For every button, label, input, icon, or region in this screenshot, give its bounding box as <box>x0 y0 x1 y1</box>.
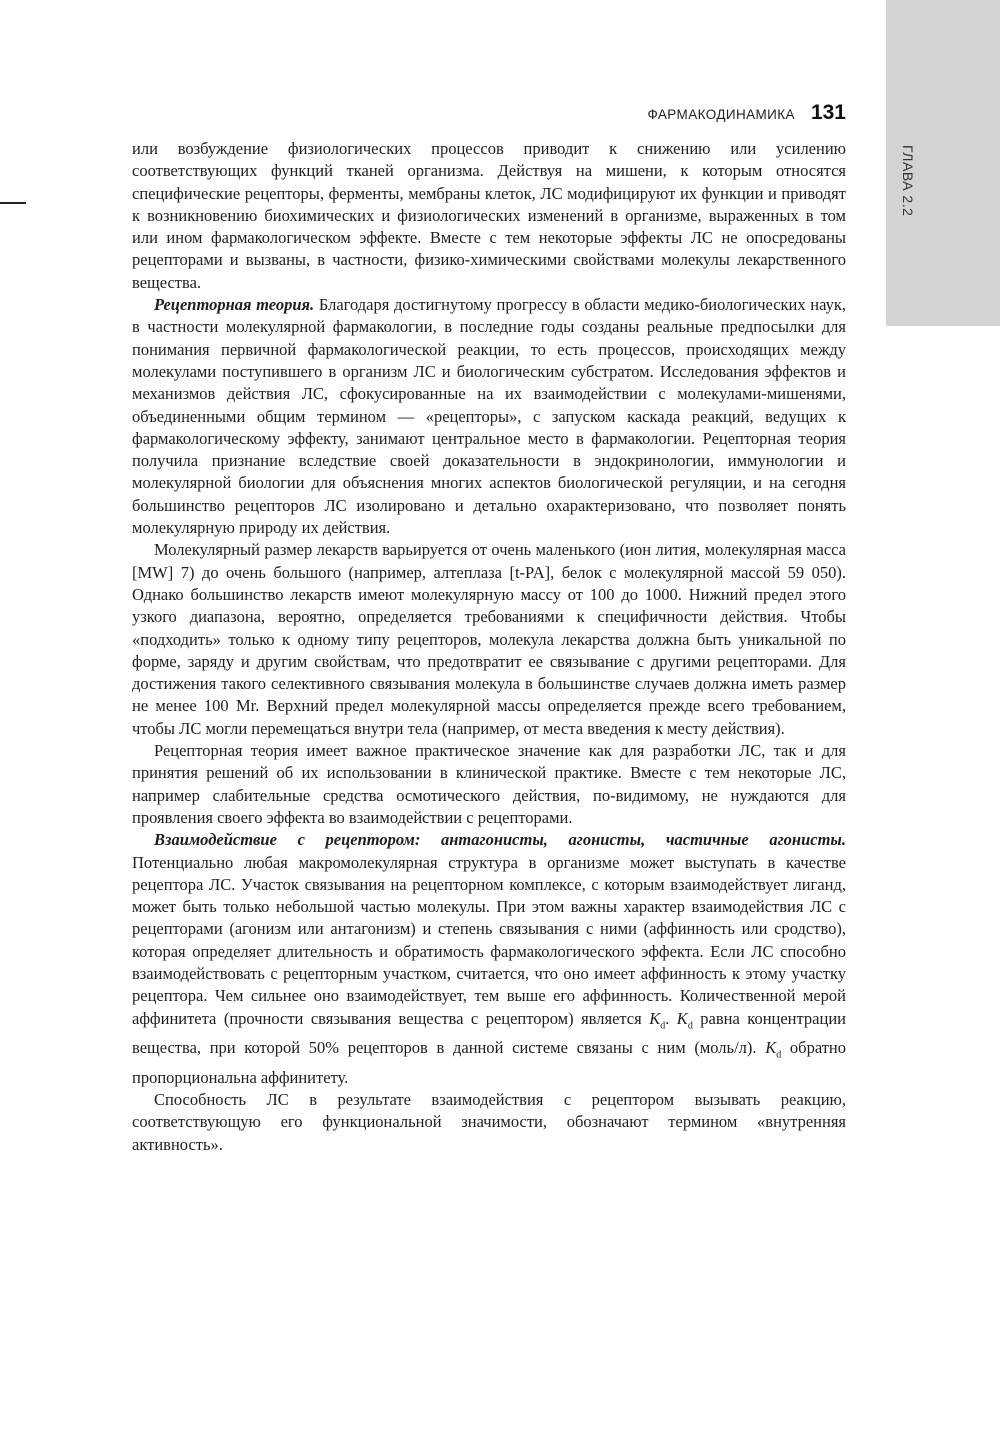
paragraph-text: Потенциально любая макромолекулярная структура в организме может выступать в качестве рецептора ЛС. Участок связывания на рецепторном комплексе, с которым взаимодействует лиганд, может быть только небольшой частью молекулы. При этом важны характер взаимодействия ЛС с рецепторами (агонизм или антагонизм) и степень связывания с ними (аффинность или сродство), которая определяет длительность и обратимость фармакологического эффекта. Если ЛС способно взаимодействовать с рецепторным участком, считается, что оно имеет аффинность к этому участку рецептора. Чем сильнее оно взаимодействует, тем выше его аффинность. Количественной мерой аффинитета (прочности связывания вещества с рецептором) является <box>132 852 846 1028</box>
paragraph-practical-value: Рецепторная теория имеет важное практическое значение как для разработки ЛС, так и для принятия решений об их использовании в клинической практике. Вместе с тем некоторые ЛС, например слабительные средства осмотического действия, по-видимому, не нуждаются для проявления своего эффекта во взаимодействии с рецепторами. <box>132 741 846 827</box>
chapter-tab-label: ГЛАВА 2.2 <box>900 145 916 217</box>
receptor-interaction-heading: Взаимодействие с рецептором: антагонисты, агонисты, частичные агонисты. <box>154 830 846 850</box>
kd-term: $K_d$ <box>676 1008 693 1031</box>
paragraph-receptor-interaction: Взаимодействие с рецептором: антагонисты, агонисты, частичные агонисты. Потенциально любая макромолекулярная структура в организме может выступать в качестве рецептора ЛС. Участок связывания на рецепторном комплексе, с которым взаимодействует лиганд, может быть только небольшой частью молекулы. При этом важны характер взаимодействия ЛС с рецепторами (агонизм или антагонизм) и степень связывания с ними (аффинность или сродство), которая определяет длительность и обратимость фармакологического эффекта. Если ЛС способно взаимодействовать с рецепторным участком, считается, что оно имеет аффинность к этому участку рецептора. Чем сильнее оно взаимодействует, тем выше его аффинность. Количественной мерой аффинитета (прочности связывания вещества с рецептором) является $K_d$. $K_d$ равна концентрации вещества, при которой 50% рецепторов в данной системе связаны с ним (моль/л). $K_d$ обратно пропорциональна аффинитету. <box>132 830 847 1087</box>
paragraph-molecular-size: Молекулярный размер лекарств варьируется от очень маленького (ион лития, молекулярная масса [MW] 7) до очень большого (например, алтеплаза [t-PA], белок с молекулярной массой 59 050). Однако большинство лекарств имеют молекулярную массу от 100 до 1000. Нижний предел этого узкого диапазона, вероятно, определяется требованиями к специфичности действия. Чтобы «подходить» только к одному типу рецепторов, молекула лекарства должна быть уникальной по форме, заряду и другим свойствам, что предотвратит ее связывание с другими рецепторами. Для достижения такого селективного связывания молекула в большинстве случаев должна иметь размер не менее 100 Mr. Верхний предел молекулярной массы определяется прежде всего требованием, чтобы ЛС могли перемещаться внутри тела (например, от места введения к месту действия). <box>132 540 846 738</box>
running-header <box>648 101 846 125</box>
body-text <box>132 138 846 1156</box>
margin-marker <box>0 202 26 204</box>
paragraph-text: Благодаря достигнутому прогрессу в области медико-биологических наук, в частности молекулярной фармакологии, в последние годы созданы реальные предпосылки для понимания первичной фармакологической реакции, то есть процессов, происходящих между молекулами поступившего в организм ЛС и биологическим субстратом. Исследования эффектов и механизмов действия ЛС, сфокусированные на их взаимодействии с молекулами-мишенями, объединенными общим термином — «рецепторы», с запуском каскада реакций, ведущих к фармакологическому эффекту, занимают центральное место в фармакологии. Рецепторная теория получила признание вследствие своей доказательности в эндокринологии, иммунологии и молекулярной биологии для объяснения многих аспектов биологической регуляции, и на сегодня большинство рецепторов ЛС изолировано и детально охарактеризовано, что позволяет понять молекулярную природу их действия. <box>132 295 846 538</box>
kd-term: $K_d$ <box>649 1008 666 1031</box>
kd-term: $K_d$ <box>765 1038 782 1061</box>
receptor-theory-heading: Рецепторная теория. <box>154 295 315 315</box>
section-title: ФАРМАКОДИНАМИКА <box>647 107 795 122</box>
paragraph-intrinsic-activity: Способность ЛС в результате взаимодействия с рецептором вызывать реакцию, соответствующую его функциональной значимости, обозначают термином «внутренняя активность». <box>132 1090 846 1154</box>
paragraph-receptor-theory <box>132 294 846 539</box>
page-number: 131 <box>810 101 846 124</box>
paragraph-continued: или возбуждение физиологических процессов приводит к снижению или усилению соответствующих функций тканей организма. Действуя на мишени, к которым относятся специфические рецепторы, ферменты, мембраны клеток, ЛС модифицируют их функции и приводят к возникновению биохимических и физиологических изменений в организме, выраженных в том или ином фармакологическом эффекте. Вместе с тем некоторые эффекты ЛС не опосредованы рецепторами и вызваны, в частности, физико-химическими свойствами молекулы лекарственного вещества. <box>132 139 846 292</box>
